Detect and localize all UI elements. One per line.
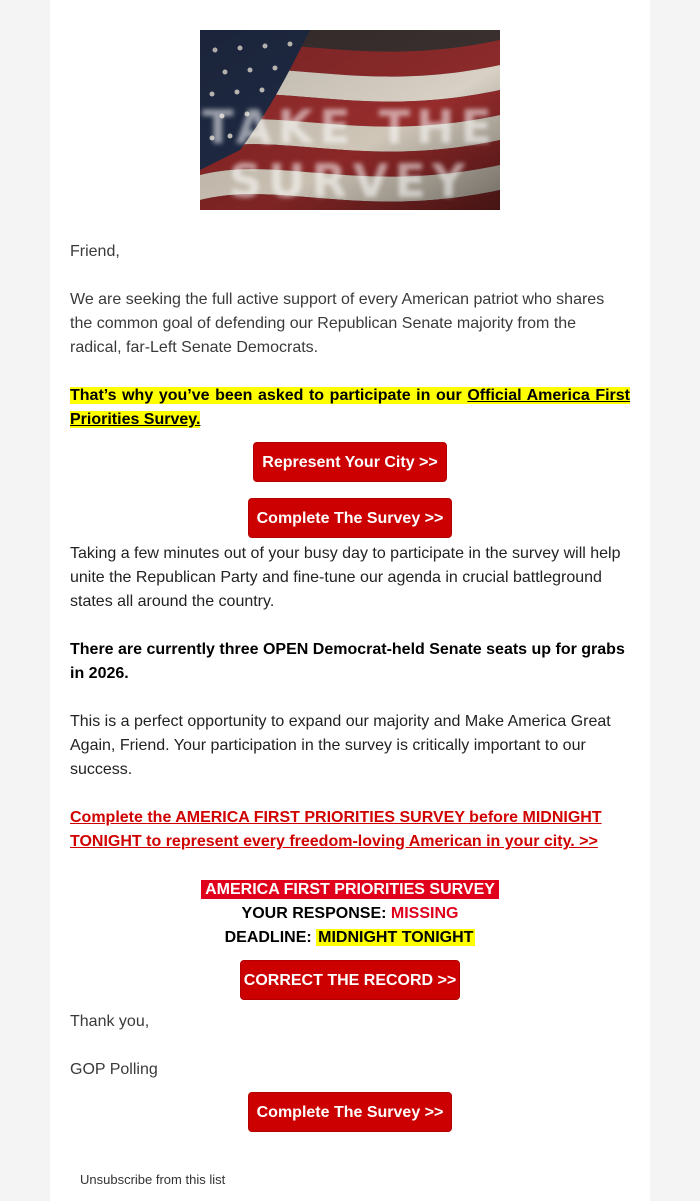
complete-survey-bottom-button[interactable]: Complete The Survey >> [248, 1092, 452, 1132]
response-line [50, 902, 650, 926]
response-status: MISSING [390, 905, 459, 922]
represent-city-button[interactable]: Represent Your City >> [253, 442, 447, 482]
unsubscribe-link[interactable]: Unsubscribe from this list [80, 1172, 226, 1187]
signature: GOP Polling [70, 1061, 158, 1078]
survey-title-line [50, 878, 650, 902]
signoff: Thank you, [70, 1013, 150, 1030]
survey-title-badge: AMERICA FIRST PRIORITIES SURVEY [201, 880, 499, 899]
intro-paragraph: We are seeking the full active support of every American patriot who shares the common goal of defending our Republican Senate majority from the radical, far-Left Senate Democrats. [70, 291, 605, 356]
correct-record-button[interactable]: CORRECT THE RECORD >> [240, 960, 460, 1000]
hero-overlay-text: TAKE THE SURVEY [202, 100, 498, 208]
complete-survey-button[interactable]: Complete The Survey >> [248, 498, 452, 538]
response-label: YOUR RESPONSE: [241, 905, 391, 922]
header-flag-image[interactable] [200, 30, 500, 210]
paragraph-opportunity: This is a perfect opportunity to expand our majority and Make America Great Again, Friend. Your participation in the survey is critically important to our success. [70, 713, 611, 778]
deadline-label: DEADLINE: [224, 929, 317, 946]
highlight-lead: That’s why you’ve been asked to participate in our [70, 387, 468, 404]
survey-link[interactable]: Official America First Priorities Survey. [70, 387, 630, 428]
paragraph-participate: Taking a few minutes out of your busy day to participate in the survey will help unite the Republican Party and fine-tune our agenda in crucial battleground states all around the country. [70, 545, 621, 610]
greeting: Friend, [70, 243, 120, 260]
deadline-value: MIDNIGHT TONIGHT [318, 929, 474, 946]
highlight-paragraph [70, 384, 630, 432]
paragraph-open-seats: There are currently three OPEN Democrat-held Senate seats up for grabs in 2026. [70, 641, 625, 682]
red-survey-link[interactable]: Complete the AMERICA FIRST PRIORITIES SURVEY before MIDNIGHT TONIGHT to represent every freedom-loving American in your city. >> [70, 809, 602, 850]
deadline-line [50, 926, 650, 950]
red-survey-link-block [70, 806, 630, 854]
email-card [50, 0, 650, 1201]
